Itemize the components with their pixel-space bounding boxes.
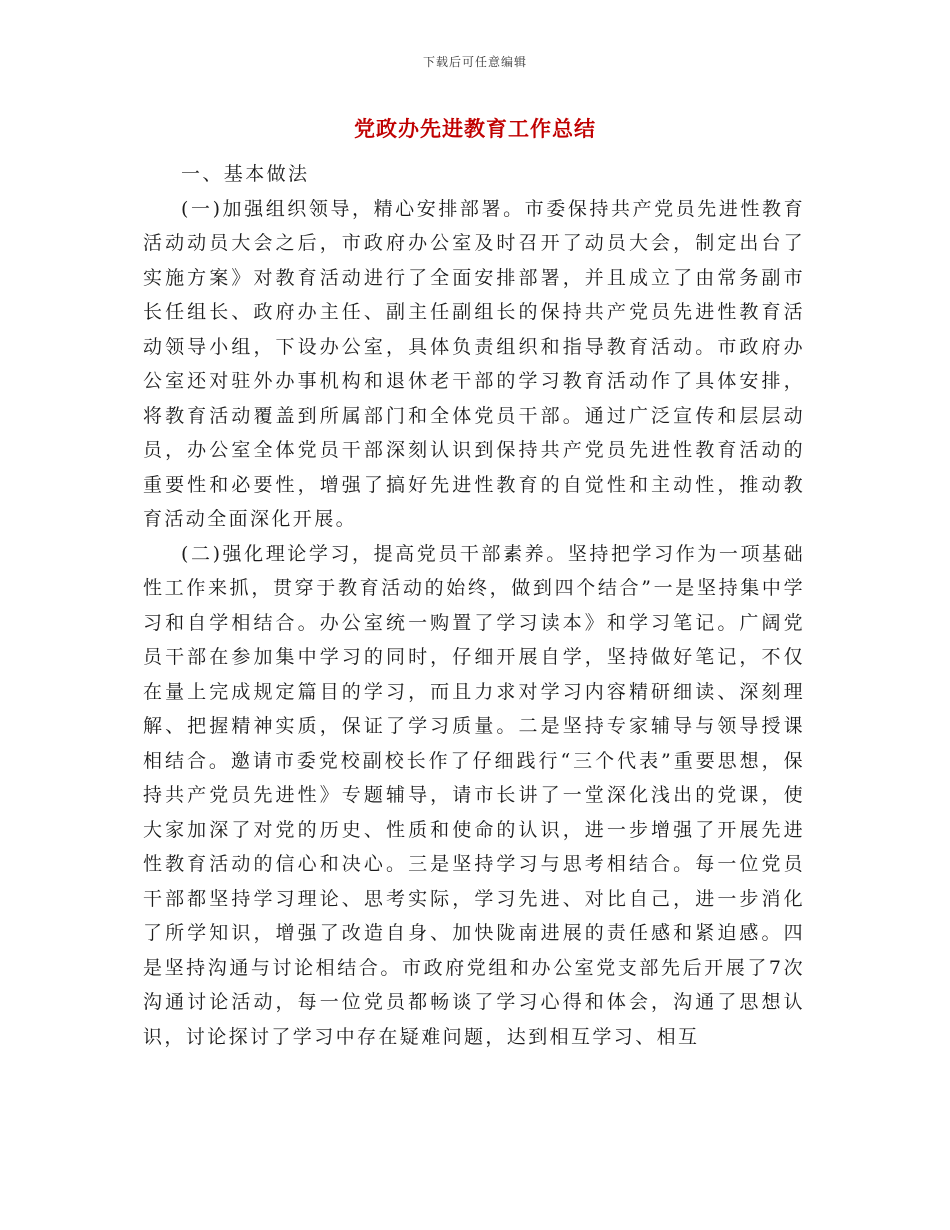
header-note: 下载后可任意编辑 xyxy=(422,55,527,69)
document-body xyxy=(143,157,805,1054)
section-heading: 一、基本做法 xyxy=(181,163,310,185)
paragraph-2: (二)强化理论学习，提高党员干部素养。坚持把学习作为一项基础性工作来抓，贯穿于教育活动的始终，做到四个结合”一是坚持集中学习和自学相结合。办公室统一购置了学习读本》和学习笔记。广阔党员干部在参加集中学习的同时，仔细开展自学，坚持做好笔记，不仅在量上完成规定篇目的学习，而且力求对学习内容精研细读、深刻理解、把握精神实质，保证了学习质量。二是坚持专家辅导与领导授课相结合。邀请市委党校副校长作了仔细践行“三个代表”重要思想，保持共产党员先进性》专题辅导，请市长讲了一堂深化浅出的党课，使大家加深了对党的历史、性质和使命的认识，进一步增强了开展先进性教育活动的信心和决心。三是坚持学习与思考相结合。每一位党员干部都坚持学习理论、思考实际，学习先进、对比自己，进一步消化了所学知识，增强了改造自身、加快陇南进展的责任感和紧迫感。四是坚持沟通与讨论相结合。市政府党组和办公室党支部先后开展了7次沟通讨论活动，每一位党员都畅谈了学习心得和体会，沟通了思想认识，讨论探讨了学习中存在疑难问题，达到相互学习、相互 xyxy=(143,542,805,1048)
document-title: 党政办先进教育工作总结 xyxy=(354,116,596,141)
paragraph-1: (一)加强组织领导，精心安排部署。市委保持共产党员先进性教育活动动员大会之后，市政府办公室及时召开了动员大会，制定出台了实施方案》对教育活动进行了全面安排部署，并且成立了由常务副市长任组长、政府办主任、副主任副组长的保持共产党员先进性教育活动领导小组，下设办公室，具体负责组织和指导教育活动。市政府办公室还对驻外办事机构和退休老干部的学习教育活动作了具体安排，将教育活动覆盖到所属部门和全体党员干部。通过广泛宣传和层层动员，办公室全体党员干部深刻认识到保持共产党员先进性教育活动的重要性和必要性，增强了搞好先进性教育的自觉性和主动性，推动教育活动全面深化开展。 xyxy=(143,197,805,530)
